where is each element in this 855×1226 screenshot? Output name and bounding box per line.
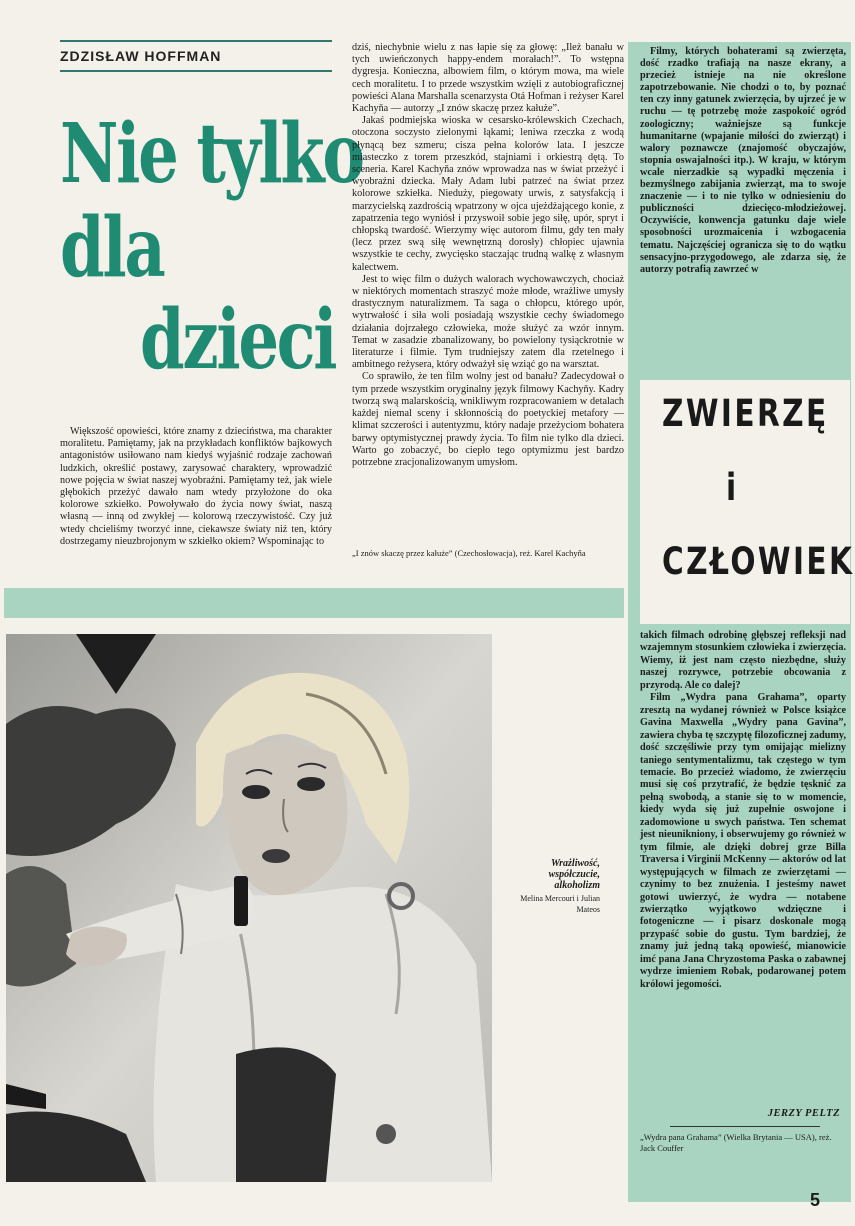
middle-column-text bbox=[352, 42, 624, 469]
left-column-text bbox=[60, 426, 332, 548]
headline-line-2: i bbox=[726, 466, 739, 509]
otter-film-caption: „Wydra pana Grahama” (Wielka Brytania — USA), reż. Jack Couffer bbox=[640, 1132, 832, 1153]
sidebar-bottom-paragraph-1: takich filmach odrobinę głębszej refleksji nad wzajemnym stosunkiem człowieka i zwierzęcia. Wiemy, iż jest nam często niezbędne, służy naszej rozrywce, potrzebie obcowania z przyrodą. Ale co dalej? bbox=[640, 630, 846, 691]
sidebar-top-text bbox=[640, 46, 846, 276]
author-rule-top bbox=[60, 40, 332, 42]
left-paragraph: Większość opowieści, które znamy z dzieciństwa, ma charakter moralitetu. Pamiętamy, jak na przykładach konfliktów bajkowych antagonistów usiłowano nam kiedyś wyjaśnić rodzaje zachowań ludzkich, określić postawy, zarysować charaktery, wprowadzić nowe pojęcia w świat naszej wyobraźni. Pamiętamy też, jak wiele głębokich przeżyć dawało nam wtedy przyłożone do oka kolorowe szkiełko. Powoływało do życia nowy świat, naszą własną — inną od zwykłej — kolorową rzeczywistość. Czy już wtedy chcieliśmy tworzyć inne, ciekawsze światy niż ten, który dostrzegamy nieuzbrojonym w szkiełko okiem? Wspominając to bbox=[60, 426, 332, 547]
title-line-3: dzieci bbox=[140, 292, 336, 388]
title-line-2: dla bbox=[60, 200, 164, 296]
middle-paragraph-2: Jakaś podmiejska wioska w cesarsko-królewskich Czechach, otoczona soczysto zielonymi łąkami; leniwa rzeczka z wodą płynącą bez szmeru; cisza pełna kolorów lata. I jeszcze miasteczko z torem przeszkód, stajniami i orkiestrą dętą. To sceneria. Karel Kachyňa znów wprowadza nas w świat przeżyć i wyobraźni dziecka. Mały Adam lubi patrzeć na świat przez kolorowe szkiełka. Nieduży, piegowaty urwis, z satysfakcją i marzycielską zazdrością wpatrzony w ojca ujeżdżającego konie, z zapatrzenia tego wyniósł i przyswoił sobie jego siłę, upór, spryt i chłopską twardość. Wierzymy więc autorom filmu, gdy ten mały (lecz przez swą siłę wewnętrzną dorosły) chłopiec ujawnia wszystkie te cechy, zwycięsko staczając trudną walkę z własnym kalectwem. bbox=[352, 115, 624, 273]
photo-caption bbox=[502, 858, 600, 915]
middle-paragraph-3: Jest to więc film o dużych walorach wychowawczych, chociaż w niektórych momentach straszyć może młode, wrażliwe umysły drastycznym naturalizmem. Ta saga o chłopcu, którego upór, wytrwałość i siła woli posiadają wszystkie cechy świadomego działania dojrzałego człowieka, może służyć za wzór innym. Temat w zasadzie zbanalizowany, bo powielony tysiąckrotnie w literaturze i filmie. Tym trudniejszy zatem dla rzetelnego i ambitnego reżysera, który odważył się wziąć go na warsztat. bbox=[352, 273, 624, 371]
headline-line-3: CZŁOWIEK bbox=[662, 540, 855, 583]
sidebar-bottom-text bbox=[640, 630, 846, 991]
film-still-photo bbox=[6, 634, 492, 1182]
author-name: ZDZISŁAW HOFFMAN bbox=[60, 48, 222, 64]
signature: JERZY PELTZ bbox=[767, 1108, 840, 1119]
photo-caption-names: Melina Mercouri i Julian Mateos bbox=[520, 894, 600, 914]
title-line-1: Nie tylko bbox=[60, 106, 363, 202]
sidebar-bottom-paragraph-2: Film „Wydra pana Grahama”, oparty zresztą na wydanej również w Polsce książce Gavina Maxwella „Wydry pana Gavina”, zawiera chyba tę szczyptę filozoficznej zadumy, dość szczęśliwie przy tym omijając mielizny taniego sentymentalizmu, tak częstego w tym temacie. Bo przecież wiadomo, że zwierzęciu musi się coś przytrafić, że będzie tęsknić za pełną swobodą, a stanie się to w momencie, kiedy wyda się już zupełnie oswojone i zadomowione u swych państwa. Ten schemat jest nieunikniony, i obserwujemy go również w tym filmie, ale dzięki dobrej grze Billa Traversa i Virginii McKenny — aktorów od lat występujących w filmach ze zwierzętami — czynimy to bez znużenia. I jesteśmy nawet gotowi uwierzyć, że wydra — notabene zwierzątko wyjątkowo wdzięczne i fotogeniczne — i pisarz doskonale mogą przypaść sobie do gustu. Tym bardziej, że znamy już jedną taką opowieść, mianowicie imć pana Jana Chryzostoma Paska o zabawnej wydrze imieniem Robak, podarowanej potem królowi jegomości. bbox=[640, 692, 846, 990]
headline-line-1: ZWIERZĘ bbox=[662, 392, 829, 435]
signature-rule bbox=[670, 1126, 820, 1127]
middle-paragraph-4: Co sprawiło, że ten film wolny jest od banału? Zadecydował o tym przede wszystkim oryginalny język filmowy Kachyňy. Kadry tworzą swą malarskością, wnikliwym rozpracowaniem w detalach każdej niemal sceny i skłonnością do poetyckiej metafory — klimat szczerości i autentyzmu, który nadaje przeżyciom bohatera barwy optymistycznej prawdy życia. To film nie tylko dla dzieci. Warto go zobaczyć, bo ciepło tego optymizmu jest bardzo potrzebne zracjonalizowanym umysłom. bbox=[352, 371, 624, 468]
author-rule-bottom bbox=[60, 70, 332, 72]
film-caption: „I znów skaczę przez kałuże” (Czechosłowacja), reż. Karel Kachyňa bbox=[352, 548, 586, 558]
middle-paragraph-1: dziś, niechybnie wielu z nas łapie się za głowę: „Ileż banału w tych uwieńczonych happy-endem morałach!”. To wstępna dygresja. Konieczna, albowiem film, o którym mowa, ma wiele cech moralitetu. I to przede wszystkim wzięli z autobiograficznej powieści Alana Marshalla scenarzysta Otá Hofman i reżyser Karel Kachyňa — autorzy „I znów skaczę przez kałuże”. bbox=[352, 42, 624, 115]
teal-divider-band bbox=[4, 588, 624, 618]
photo-caption-title: Wrażliwość, współczucie, alkoholizm bbox=[548, 858, 600, 891]
page-number: 5 bbox=[810, 1190, 821, 1210]
sidebar-top-paragraph: Filmy, których bohaterami są zwierzęta, dość rzadko trafiają na nasze ekrany, a przecież istnieje na nie określone zapotrzebowanie. Nie chodzi o to, by poznać ten czy inny gatunek zwierzęcia, by ujrzeć je w ruchu — tę potrzebę może zaspokoić ogród zoologiczny; ważniejsze są funkcje humanitarne (wpajanie miłości do zwierząt) i walory poznawcze (znajomość obyczajów, stopnia oswajalności itp.). W kraju, w którym wcale nierzadkie są wypadki męczenia i bezmyślnego zabijania zwierząt, ma to swoje znaczenie — i to nie tylko w odniesieniu do publiczności dziecięco-młodzieżowej. Oczywiście, konwencja gatunku daje wiele sposobności urozmaicenia i wzbogacenia tematu. Najczęściej ogranicza się to do wątku sensacyjno-przygodowego, ale zdarza się, że autorzy potrafią zawrzeć w bbox=[640, 46, 846, 275]
